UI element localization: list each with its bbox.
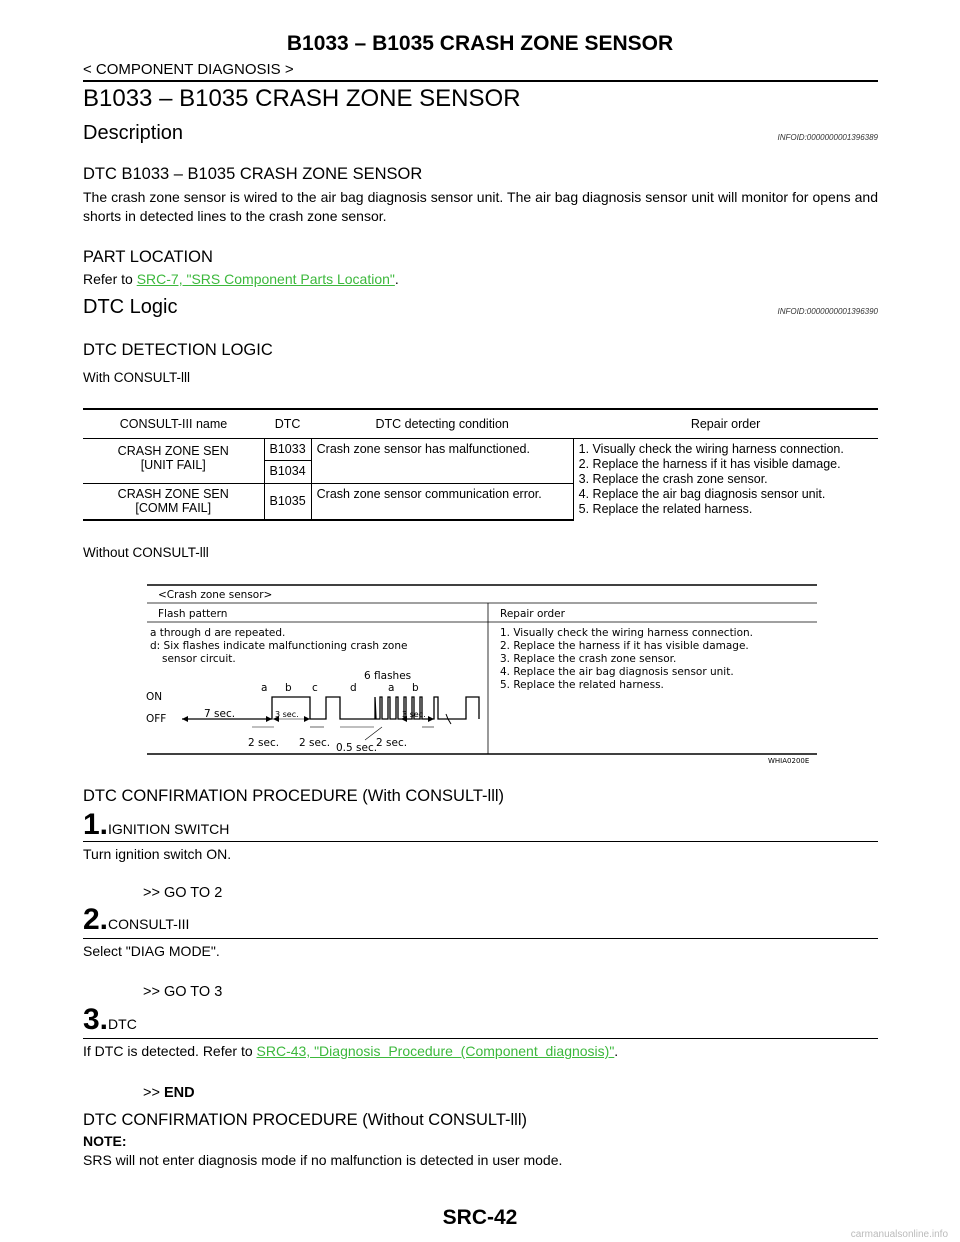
step-3-text: If DTC is detected. Refer to SRC-43, "Diagnosis Procedure (Component diagnosis)". (83, 1043, 619, 1059)
repair-order-cell: 1. Visually check the wiring harness connection. 2. Replace the harness if it has visible damage. 3. Replace the crash zone sensor. 4. Replace the air bag diagnosis sensor unit. 5. Replace the related harness. (578, 442, 844, 516)
step-2-goto: >> GO TO 3 (143, 984, 223, 1000)
figure-label-a2: a (388, 682, 395, 694)
dtc-code-cell: B1033 (264, 439, 311, 461)
figure-2sec-c: 2 sec. (376, 737, 408, 749)
figure-col-flash: Flash pattern (158, 608, 228, 620)
figure-label-b: b (285, 682, 292, 694)
figure-2sec-b: 2 sec. (299, 737, 331, 749)
figure-05sec: 0.5 sec. (336, 742, 378, 754)
step-2-text: Select "DIAG MODE". (83, 943, 220, 959)
figure-label-b2: b (412, 682, 419, 694)
figure-repair-3: 3. Replace the crash zone sensor. (500, 653, 677, 665)
table-header-row (83, 409, 878, 439)
without-consult-heading: DTC CONFIRMATION PROCEDURE (Without CONSULT-lll) (83, 1111, 527, 1129)
table-row (83, 439, 878, 461)
step-1-goto: >> GO TO 2 (143, 885, 223, 901)
figure-2sec-a: 2 sec. (248, 737, 280, 749)
description-infoid: INFOID:0000000001396389 (777, 133, 878, 142)
part-location-heading: PART LOCATION (83, 248, 213, 266)
figure-desc-2: d: Six flashes indicate malfunctioning crash zone (150, 640, 408, 652)
figure-repair-1: 1. Visually check the wiring harness connection. (500, 627, 754, 639)
flash-pattern-figure (142, 582, 822, 767)
figure-label-d: d (350, 682, 357, 694)
dtc-code-cell: B1034 (264, 460, 311, 483)
figure-repair-5: 5. Replace the related harness. (500, 679, 664, 691)
part-location-link[interactable]: SRC-7, "SRS Component Parts Location" (136, 271, 395, 287)
step-1-header: 1.IGNITION SWITCH (83, 808, 230, 841)
detection-logic-heading: DTC DETECTION LOGIC (83, 341, 273, 359)
dtc-code-cell: B1035 (264, 483, 311, 520)
page-number: SRC-42 (442, 1206, 518, 1229)
step-1-rule (83, 841, 878, 842)
header-rule (83, 80, 878, 82)
step-3-rule (83, 1038, 878, 1039)
diagnosis-procedure-link[interactable]: SRC-43, "Diagnosis Procedure (Component diagnosis)" (256, 1043, 615, 1059)
figure-repair-4: 4. Replace the air bag diagnosis sensor unit. (500, 666, 734, 678)
figure-six-flashes: 6 flashes (364, 670, 412, 682)
figure-on-label: ON (146, 691, 163, 703)
col-header-condition: DTC detecting condition (311, 409, 573, 439)
figure-title: <Crash zone sensor> (158, 589, 273, 601)
page-header-title: B1033 – B1035 CRASH ZONE SENSOR (286, 32, 674, 55)
step-2-header: 2.CONSULT-III (83, 903, 190, 936)
condition-cell: Crash zone sensor has malfunctioned. (311, 439, 573, 484)
figure-desc-1: a through d are repeated. (150, 627, 286, 639)
dtc-heading: DTC B1033 – B1035 CRASH ZONE SENSOR (83, 165, 423, 183)
page-title: B1033 – B1035 CRASH ZONE SENSOR (83, 85, 521, 112)
confirmation-heading: DTC CONFIRMATION PROCEDURE (With CONSULT-lll) (83, 787, 505, 805)
consult-name-cell: CRASH ZONE SEN [COMM FAIL] (83, 483, 264, 520)
consult-name-cell: CRASH ZONE SEN [UNIT FAIL] (83, 439, 264, 484)
figure-repair-2: 2. Replace the harness if it has visible damage. (500, 640, 749, 652)
description-heading: Description (83, 122, 184, 144)
col-header-repair: Repair order (573, 409, 878, 439)
figure-3sec-a: 3 sec. (275, 710, 299, 719)
watermark: carmanualsonline.info (850, 1229, 948, 1240)
condition-cell: Crash zone sensor communication error. (311, 483, 573, 520)
without-consult-label: Without CONSULT-lll (83, 545, 209, 560)
note-label: NOTE: (83, 1133, 127, 1149)
col-header-name: CONSULT-III name (83, 409, 264, 439)
step-3-goto: >> END (143, 1085, 195, 1101)
figure-7sec: 7 sec. (204, 708, 236, 720)
step-1-text: Turn ignition switch ON. (83, 846, 232, 862)
step-2-rule (83, 938, 878, 939)
part-location-ref: Refer to SRC-7, "SRS Component Parts Location". (83, 271, 399, 287)
dtc-logic-infoid: INFOID:0000000001396390 (777, 307, 878, 316)
dtc-logic-heading: DTC Logic (83, 296, 178, 318)
figure-label-c: c (312, 682, 318, 694)
note-text: SRS will not enter diagnosis mode if no malfunction is detected in user mode. (83, 1152, 563, 1168)
figure-label-a: a (261, 682, 268, 694)
figure-3sec-b: 3 sec. (402, 710, 426, 719)
figure-desc-3: sensor circuit. (162, 653, 236, 665)
breadcrumb: < COMPONENT DIAGNOSIS > (83, 61, 294, 78)
col-header-dtc: DTC (264, 409, 311, 439)
figure-col-repair: Repair order (500, 608, 565, 620)
step-3-header: 3.DTC (83, 1003, 137, 1036)
with-consult-label: With CONSULT-lll (83, 370, 191, 385)
figure-off-label: OFF (146, 713, 167, 725)
figure-code: WHIA0200E (768, 757, 810, 765)
dtc-description: The crash zone sensor is wired to the air bag diagnosis sensor unit. The air bag diagnosis sensor unit will monitor for opens and shorts in detected lines to the crash zone sensor. (83, 189, 878, 224)
dtc-table (83, 408, 878, 521)
